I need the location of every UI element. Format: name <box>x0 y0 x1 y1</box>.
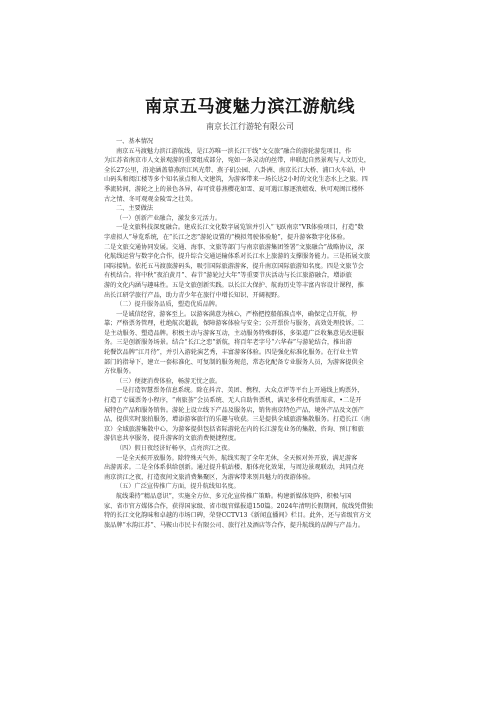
body-line: 靠；严格票务管理，杜绝航次超载，保障游客体验与安全；公开票价与服务，高效处理投诉。二 <box>104 320 364 328</box>
subsection-heading: （二）提升服务品质，塑造优质品牌。 <box>116 301 222 309</box>
body-line: 二是文旅交通协同发展。交通、海事、文旅等部门与南京旅游集团签署“文旅融合”战略协议，深 <box>104 243 365 251</box>
body-line: 化航线运营与数字化合作，提升综合交通运输体系对长江水上旅游的支撑服务能力。三是拓展文旅 <box>104 253 371 261</box>
body-line: 国际接轨。依托五马渡旅游码头，吸引国际旅游游客，提升南京国际旅游知名度。四是文旅节会 <box>104 262 364 270</box>
page-title: 南京五马渡魅力滨江游航线 <box>145 97 355 117</box>
body-line: 务。三是创新服务场景。结合“长江之恋”新航，将百年老字号“六华春”与游轮结合，推出游 <box>104 339 352 347</box>
paragraph-first-line: 一是打造智慧票务信息系统。除在抖音、美团、携程、大众点评等平台上开通线上购票外， <box>116 387 364 395</box>
body-line: 家、省市官方媒体合作，获得国家级、省市级官媒报道150篇。2024年清明长假期间，航线凭借独 <box>104 502 373 510</box>
body-line: 部门的指导下，建立一套标准化、可复制的服务规范，常态化配备专业服务人员，为游客提供全 <box>104 358 364 366</box>
article-body <box>104 137 404 530</box>
paragraph-first-line: 南京五马渡魅力滨江游航线，是江苏唯一滨长江干线“文交旅”融合的游轮游览项目，作 <box>116 147 352 155</box>
body-line: 是主动服务、塑造品牌。积极主动与游客互动，主动服务特殊群体，多渠道广泛收集意见改进服 <box>104 329 364 337</box>
body-line: 全长27公里，沿途涵盖幕燕滨江风光带、燕子矶公园、八卦洲、南京长江大桥、浦口火车站、中 <box>104 166 366 174</box>
body-line: 旅品牌“水韵江苏”、马鞍山市民卡有限公司、旅行社及酒店等合作，提升航线的品牌与产品力。 <box>104 521 365 529</box>
body-line: 南京滨江之夜，打造夜间文旅消费集聚区，为游客带来别具魅力的夜游体验。 <box>104 473 315 481</box>
body-line: 字虚拟人”导览系统，在“长江之恋”游轮设置的“模拟驾驶体验舱”，提升游客数字化体验。 <box>104 233 349 241</box>
body-line: 季流转间，游轮之上的景色各异，春可赏暮燕樱花如雪、夏可遇江豚逐浪嬉戏、秋可观闽江楼怀 <box>104 185 364 193</box>
paragraph-first-line: 一是文旅科技深度融合。建成长江文化数字展览馆并引入“飞跃南京”VR体验项目，打造“数 <box>116 224 364 232</box>
section-heading: 一、基本情况 <box>116 138 154 145</box>
body-line: 特的长江文化韵味和卓越的市场口碑，荣登CCTV13《新闻直播间》栏目。此外，还与省级官方文 <box>104 512 372 520</box>
body-line: 品，提供实时旅拍服务，增添游客旅行的乐趣与收获。三是提供全域旅游集散服务。打造长江（南 <box>104 416 371 424</box>
body-line: 京）全域旅游集散中心，为游客提供包括省际游轮在内的长江游览业务的集散、咨询、预订和旅 <box>104 425 364 433</box>
body-line: 打造了专属票务小程序，“南旅荟”会员系统、无人自助售票机，满足多样化购票需求，•二是开 <box>104 397 362 405</box>
body-line: 出长江研学旅行产品，助力青少年在旅行中增长知识、开阔视野。 <box>104 291 284 299</box>
subsection-heading: （三）便捷消费体验，畅游无忧之旅。 <box>116 377 222 385</box>
body-line: 游的文化内涵与趣味性。五是文旅创新实践。以长江大保护、航海历史等丰富内容设计课程，推 <box>104 281 364 289</box>
section-heading: 二、主要做法 <box>116 205 154 213</box>
body-line: 方位服务。 <box>104 368 135 376</box>
author-line: 南京长江行游轮有限公司 <box>206 122 294 131</box>
paragraph-first-line: 航线秉持“精品意识”，实施全方位、多元化宣传推广策略。构建新媒体矩阵，积极与国 <box>116 492 352 500</box>
body-line: 山码头和阅江楼等多个知名景点和人文建筑，为游客带来一场长达2小时的文化生态水上之旅。四 <box>104 176 368 184</box>
paragraph-first-line: 一是诚信经营，游客至上。以游客满意为核心，严格把控船舶准点率，确保定点开航，停 <box>116 310 358 318</box>
subsection-heading: （四）假日夜经济好畅享，点亮滨江之夜。 <box>116 445 234 452</box>
subsection-heading: （一）创新产业融合，激发多元活力。 <box>116 214 222 222</box>
body-line: 出游需求。二是全体系供给创新。通过提升航站楼、船体亮化效果，与周边景观联动，共同点亮 <box>104 464 364 472</box>
subsection-heading: （五）广泛宣传推广方面，提升航线知名度。 <box>116 483 240 491</box>
body-line: 有机结合。将中秋“夜泊黄月”、春节“游轮过大年”等重要节庆活动与长江旅游融合，增添旅 <box>104 272 352 280</box>
body-line: 轮餐饮品牌“江月待”，并引入游轮演艺秀，丰富游客体验。四是强化标准化服务。在行业主管 <box>104 349 358 357</box>
paragraph-first-line: 一是全天候开放服务。除特殊天气外，航线实现了全年无休，全天候对外开放，满足游客 <box>116 454 358 462</box>
body-line: 为江苏省南京市人文景观游的重要组成部分，宛如一条灵动的丝带，串联起自然景观与人文历史， <box>104 157 371 165</box>
body-line: 古之情、冬可观观金陵雪之壮美。 <box>104 195 197 203</box>
body-line: 游信息共享服务，提升游客的文旅消费便捷程度。 <box>104 435 241 443</box>
body-line: 展特色产品和服务销售。游轮上设立线下产品及服务店，销售南京特色产品，境外产品及文创产 <box>104 406 364 414</box>
